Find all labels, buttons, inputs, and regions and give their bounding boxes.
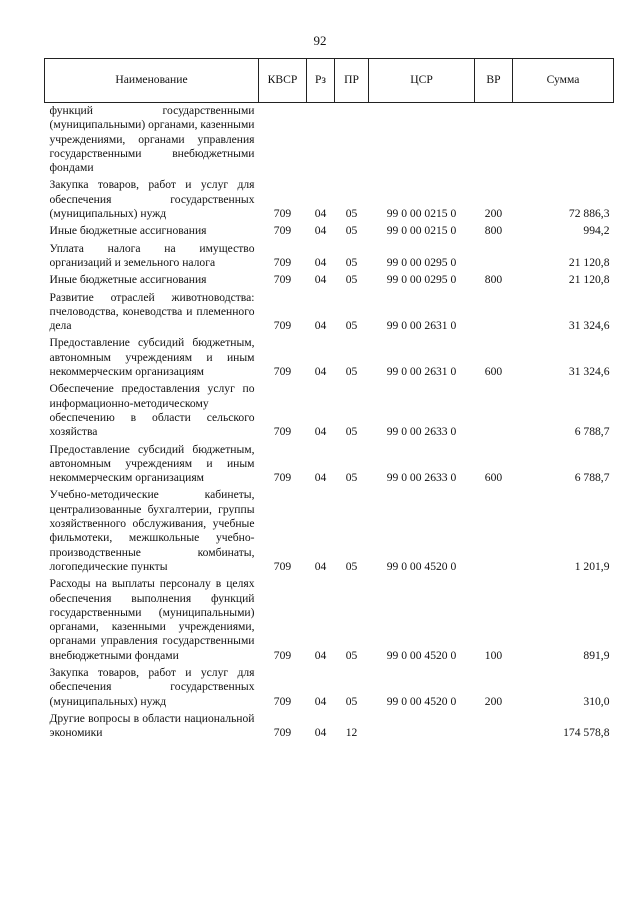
cell-vr: 200 — [484, 694, 503, 708]
cell-rz: 04 — [314, 365, 327, 379]
cell-rz: 04 — [314, 255, 327, 269]
cell-pr: 05 — [345, 319, 358, 333]
cell-kvsr: 709 — [273, 559, 292, 573]
cell-rz: 04 — [314, 726, 327, 740]
cell-csr: 99 0 00 0295 0 — [386, 273, 457, 287]
cell-pr: 05 — [345, 273, 358, 287]
table-body — [45, 103, 614, 743]
cell-pr — [335, 103, 369, 178]
cell-kvsr: 709 — [273, 648, 292, 662]
cell-rz: 04 — [314, 648, 327, 662]
table-row — [45, 272, 614, 289]
cell-vr — [475, 711, 513, 743]
cell-vr — [475, 290, 513, 336]
table-row — [45, 711, 614, 743]
table-header — [45, 59, 614, 103]
page-number: 92 — [313, 33, 327, 48]
cell-rz: 04 — [314, 694, 327, 708]
cell-kvsr: 709 — [273, 273, 292, 287]
cell-vr: 800 — [484, 224, 503, 238]
table-row — [45, 487, 614, 576]
cell-pr: 12 — [345, 726, 358, 740]
cell-sum: 31 324,6 — [568, 319, 610, 333]
cell-vr: 600 — [484, 365, 503, 379]
cell-kvsr: 709 — [273, 255, 292, 269]
header-rz: Рз — [307, 59, 335, 103]
cell-name: функций государственными (муниципальными) органами, казенными учреждениями, органами управления государственными внебюджетными фондами — [49, 104, 255, 175]
cell-vr: 200 — [484, 207, 503, 221]
cell-name: Обеспечение предоставления услуг по информационно-методическому обеспечению в области сельского хозяйства — [49, 382, 255, 439]
header-pr: ПР — [335, 59, 369, 103]
cell-rz — [307, 103, 335, 178]
cell-csr: 99 0 00 0215 0 — [386, 224, 457, 238]
cell-sum: 891,9 — [583, 648, 610, 662]
table-row — [45, 381, 614, 441]
table-row — [45, 576, 614, 665]
cell-pr: 05 — [345, 471, 358, 485]
cell-name: Уплата налога на имущество организаций и земельного налога — [49, 241, 255, 269]
cell-sum: 1 201,9 — [574, 559, 610, 573]
cell-csr: 99 0 00 0295 0 — [386, 255, 457, 269]
cell-kvsr: 709 — [273, 207, 292, 221]
cell-name: Закупка товаров, работ и услуг для обеспечения государственных (муниципальных) нужд — [49, 665, 255, 708]
cell-csr: 99 0 00 2631 0 — [386, 365, 457, 379]
cell-vr — [475, 103, 513, 178]
cell-rz: 04 — [314, 471, 327, 485]
cell-pr: 05 — [345, 559, 358, 573]
cell-sum — [513, 103, 614, 178]
table-row — [45, 103, 614, 178]
cell-kvsr: 709 — [273, 694, 292, 708]
cell-vr — [475, 487, 513, 576]
cell-csr: 99 0 00 4520 0 — [386, 559, 457, 573]
cell-sum: 21 120,8 — [568, 273, 610, 287]
cell-vr: 600 — [484, 471, 503, 485]
header-vr: ВР — [475, 59, 513, 103]
cell-pr: 05 — [345, 224, 358, 238]
cell-name: Иные бюджетные ассигнования — [49, 273, 207, 287]
cell-name: Закупка товаров, работ и услуг для обеспечения государственных (муниципальных) нужд — [49, 178, 255, 221]
cell-pr: 05 — [345, 648, 358, 662]
cell-vr: 800 — [484, 273, 503, 287]
cell-rz: 04 — [314, 559, 327, 573]
cell-kvsr: 709 — [273, 319, 292, 333]
cell-sum: 21 120,8 — [568, 255, 610, 269]
cell-sum: 6 788,7 — [574, 425, 610, 439]
cell-sum: 994,2 — [583, 224, 610, 238]
header-csr: ЦСР — [369, 59, 475, 103]
cell-kvsr: 709 — [273, 425, 292, 439]
cell-name: Расходы на выплаты персоналу в целях обеспечения выполнения функций государственными (муниципальными) органами, казенными учреждениями, органами управления государственными внебюджетными фондами — [49, 577, 255, 662]
cell-csr: 99 0 00 0215 0 — [386, 207, 457, 221]
cell-kvsr: 709 — [273, 224, 292, 238]
cell-rz: 04 — [314, 224, 327, 238]
cell-kvsr: 709 — [273, 471, 292, 485]
cell-rz: 04 — [314, 207, 327, 221]
cell-sum: 310,0 — [583, 694, 610, 708]
table-row — [45, 290, 614, 336]
cell-name: Иные бюджетные ассигнования — [49, 224, 207, 238]
cell-vr — [475, 241, 513, 273]
cell-csr — [369, 711, 475, 743]
cell-pr: 05 — [345, 425, 358, 439]
cell-rz: 04 — [314, 273, 327, 287]
cell-name: Предоставление субсидий бюджетным, автономным учреждениям и иным некоммерческим организациям — [49, 442, 255, 485]
cell-csr — [369, 103, 475, 178]
table-row — [45, 665, 614, 711]
header-name: Наименование — [45, 59, 259, 103]
table-row — [45, 177, 614, 223]
cell-rz: 04 — [314, 425, 327, 439]
budget-table — [44, 58, 614, 742]
cell-name: Учебно-методические кабинеты, централизованные бухгалтерии, группы хозяйственного обслуживания, учебные фильмотеки, межшкольные учебно-производственные комбинаты, логопедические пункты — [49, 488, 255, 573]
table-row — [45, 223, 614, 240]
cell-kvsr — [259, 103, 307, 178]
header-sum: Сумма — [513, 59, 614, 103]
cell-name: Предоставление субсидий бюджетным, автономным учреждениям и иным некоммерческим организациям — [49, 336, 255, 379]
cell-pr: 05 — [345, 694, 358, 708]
cell-kvsr: 709 — [273, 365, 292, 379]
cell-kvsr: 709 — [273, 726, 292, 740]
table-row — [45, 442, 614, 488]
cell-sum: 31 324,6 — [568, 365, 610, 379]
cell-vr — [475, 381, 513, 441]
cell-csr: 99 0 00 2631 0 — [386, 319, 457, 333]
table-row — [45, 241, 614, 273]
cell-csr: 99 0 00 2633 0 — [386, 425, 457, 439]
cell-csr: 99 0 00 2633 0 — [386, 471, 457, 485]
cell-rz: 04 — [314, 319, 327, 333]
cell-sum: 6 788,7 — [574, 471, 610, 485]
cell-name: Другие вопросы в области национальной экономики — [49, 711, 255, 740]
cell-pr: 05 — [345, 255, 358, 269]
header-kvsr: КВСР — [259, 59, 307, 103]
cell-pr: 05 — [345, 365, 358, 379]
cell-name: Развитие отраслей животноводства: пчеловодства, коневодства и племенного дела — [49, 290, 255, 333]
cell-csr: 99 0 00 4520 0 — [386, 694, 457, 708]
cell-vr: 100 — [484, 648, 503, 662]
cell-pr: 05 — [345, 207, 358, 221]
table-row — [45, 335, 614, 381]
cell-csr: 99 0 00 4520 0 — [386, 648, 457, 662]
cell-sum: 72 886,3 — [568, 207, 610, 221]
cell-sum: 174 578,8 — [563, 726, 610, 740]
